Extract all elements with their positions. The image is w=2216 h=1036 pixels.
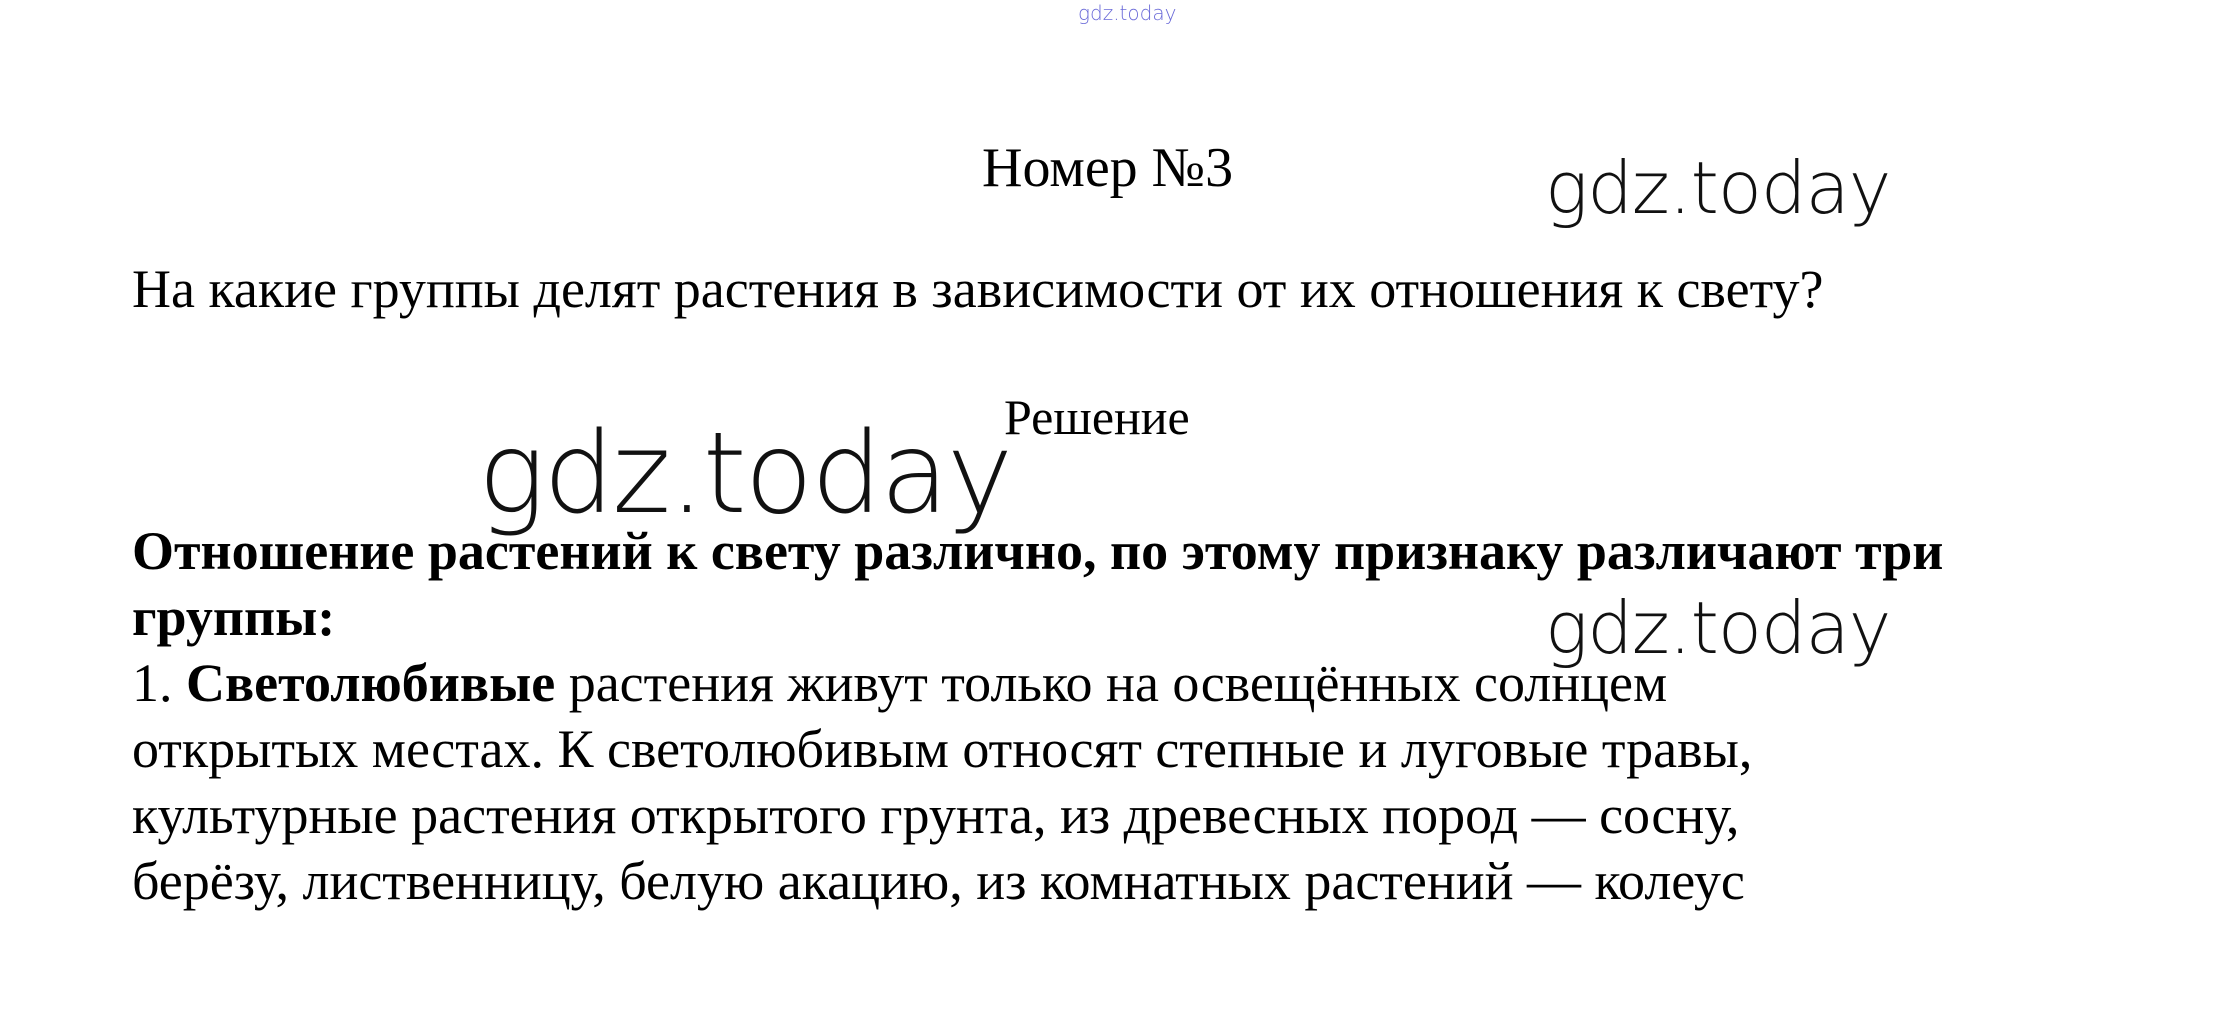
watermark-center-large: gdz.today: [478, 409, 1012, 539]
watermark-right-upper: gdz.today: [1545, 146, 1891, 230]
answer-heading: Отношение растений к свету различно, по этому признаку различают три группы:: [132, 521, 1944, 647]
watermark-right-lower: gdz.today: [1545, 586, 1891, 670]
answer-line-2: открытых местах. К светолюбивым относят степные и луговые травы,: [132, 719, 1753, 779]
answer-line-4: берёзу, лиственницу, белую акацию, из комнатных растений — колеус: [132, 851, 1745, 911]
item-term: Светолюбивые: [186, 653, 556, 713]
page-title: Номер №3: [982, 137, 1234, 199]
question-text: На какие группы делят растения в зависимости от их отношения к свету?: [132, 259, 1824, 319]
answer-line-3: культурные растения открытого грунта, из древесных пород — сосну,: [132, 785, 1740, 845]
item-text: растения живут только на освещённых солнцем: [568, 653, 1668, 713]
item-number: 1.: [132, 653, 173, 713]
watermark-top: gdz.today: [1078, 1, 1177, 25]
answer-block: [132, 518, 2132, 914]
solution-label: Решение: [1004, 389, 1190, 445]
